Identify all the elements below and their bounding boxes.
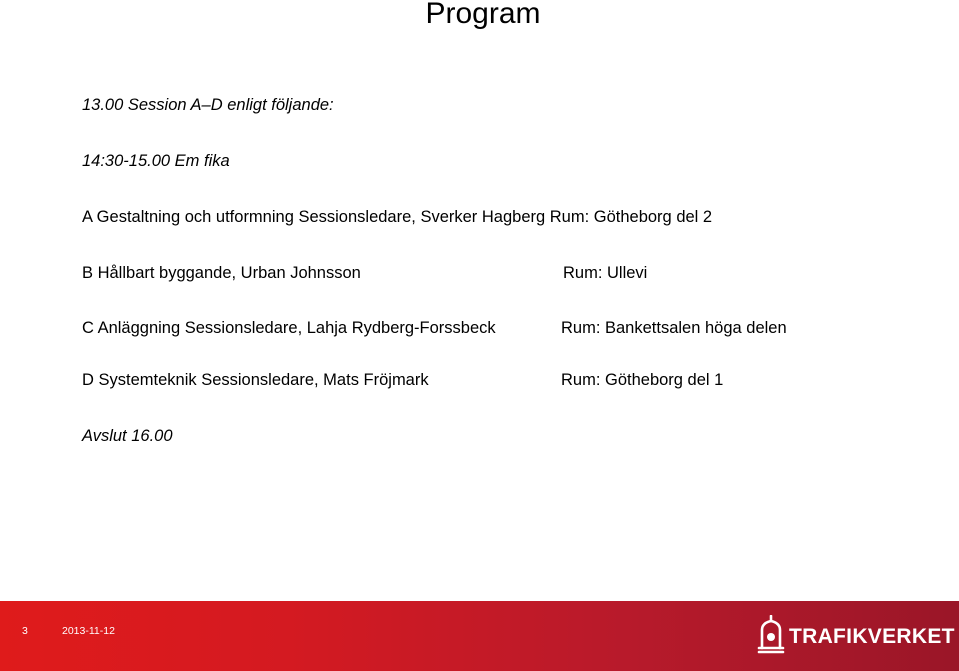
logo-text: TRAFIKVERKET (789, 625, 955, 648)
session-b-line: B Hållbart byggande, Urban Johnsson (82, 264, 361, 282)
footer-date: 2013-11-12 (62, 625, 115, 637)
page-number: 3 (22, 625, 28, 637)
session-a-line: A Gestaltning och utformning Sessionsledare, Sverker Hagberg Rum: Götheborg del 2 (82, 208, 713, 226)
session-d-room: Rum: Götheborg del 1 (561, 371, 724, 389)
session-start-line: 13.00 Session A–D enligt följande: (82, 96, 334, 114)
footer-bar (0, 601, 959, 671)
session-c-room: Rum: Bankettsalen höga delen (561, 319, 787, 337)
session-b-room: Rum: Ullevi (563, 264, 648, 282)
trafikverket-crown-icon (756, 615, 786, 655)
coffee-break-line: 14:30-15.00 Em fika (82, 152, 230, 170)
session-d-line: D Systemteknik Sessionsledare, Mats Fröjmark (82, 371, 429, 389)
end-time-line: Avslut 16.00 (82, 427, 173, 445)
session-c-line: C Anläggning Sessionsledare, Lahja Rydberg-Forssbeck (82, 319, 496, 337)
slide-title: Program (425, 0, 541, 30)
